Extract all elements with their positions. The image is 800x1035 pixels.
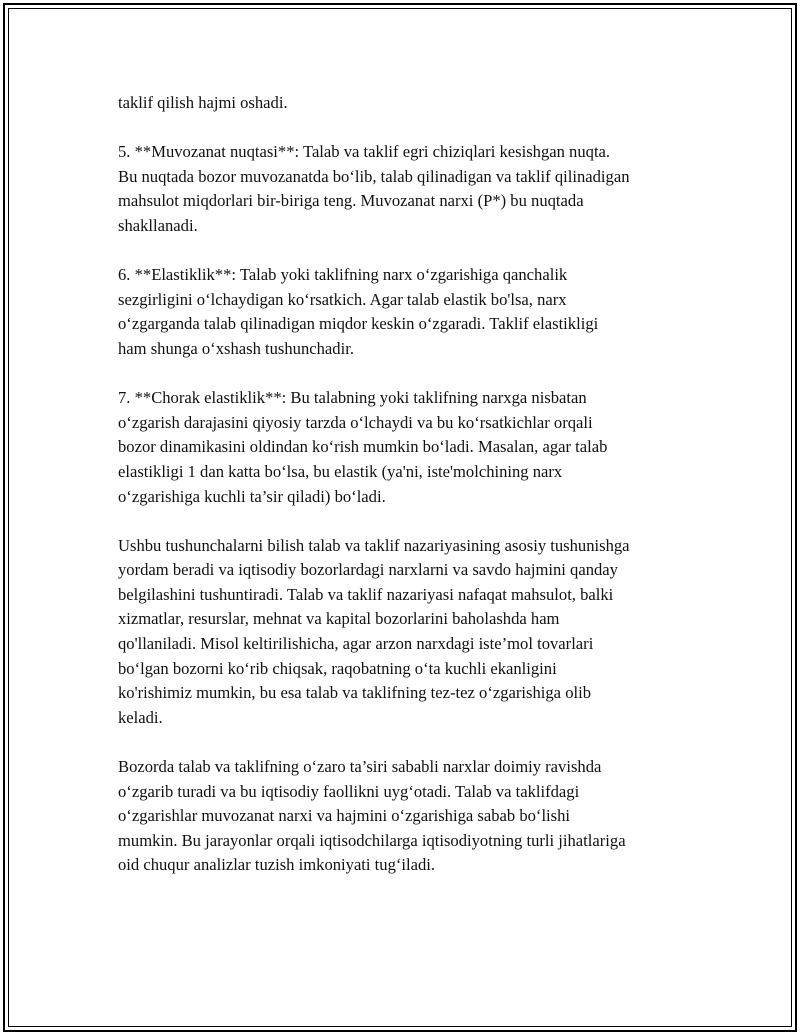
paragraph-continuation: taklif qilish hajmi oshadi. — [118, 93, 288, 112]
paragraph-summary: Ushbu tushunchalarni bilish talab va taklif nazariyasining asosiy tushunishga yordam beradi va iqtisodiy bozorlardagi narxlarni va savdo hajmini qanday belgilashini tushuntiradi. Talab va taklif nazariyasi nafaqat mahsulot, balki xizmatlar, resurslar, mehnat va kapital bozorlarini baholashda ham qo'llaniladi. Misol keltirilishicha, agar arzon narxdagi iste’mol tovarlari bo‘lgan bozorni ko‘rib chiqsak, raqobatning o‘ta kuchli ekanligini ko'rishimiz mumkin, bu esa talab va taklifning tez-tez o‘zgarishiga olib keladi. — [118, 535, 630, 727]
paragraph-equilibrium-point: 5. **Muvozanat nuqtasi**: Talab va taklif egri chiziqlari kesishgan nuqta. Bu nuqtada bozor muvozanatda bo‘lib, talab qilinadigan va taklif qilinadigan mahsulot miqdorlari bir-biriga teng. Muvozanat narxi (P*) bu nuqtada shakllanadi. — [118, 142, 630, 235]
document-body — [118, 91, 698, 903]
paragraph-elasticity: 6. **Elastiklik**: Talab yoki taklifning narx o‘zgarishiga qanchalik sezgirligini o‘lchaydigan ko‘rsatkich. Agar talab elastik bo'lsa, narx o‘zgarganda talab qilinadigan miqdor keskin o‘zgaradi. Taklif elastikligi ham shunga o‘xshash tushunchadir. — [118, 265, 599, 358]
paragraph-conclusion: Bozorda talab va taklifning o‘zaro ta’siri sababli narxlar doimiy ravishda o‘zgarib turadi va bu iqtisodiy faollikni uyg‘otadi. Talab va taklifdagi o‘zgarishlar muvozanat narxi va hajmini o‘zgarishiga sabab bo‘lishi mumkin. Bu jarayonlar orqali iqtisodchilarga iqtisodiyotning turli jihatlariga oid chuqur analizlar tuzish imkoniyati tug‘iladi. — [118, 757, 626, 875]
paragraph-quarter-elasticity: 7. **Chorak elastiklik**: Bu talabning yoki taklifning narxga nisbatan o‘zgarish darajasini qiyosiy tarzda o‘lchaydi va bu ko‘rsatkichlar orqali bozor dinamikasini oldindan ko‘rish mumkin bo‘ladi. Masalan, agar talab elastikligi 1 dan katta bo‘lsa, bu elastik (ya'ni, iste'molchining narx o‘zgarishiga kuchli ta’sir qiladi) bo‘ladi. — [118, 388, 608, 506]
